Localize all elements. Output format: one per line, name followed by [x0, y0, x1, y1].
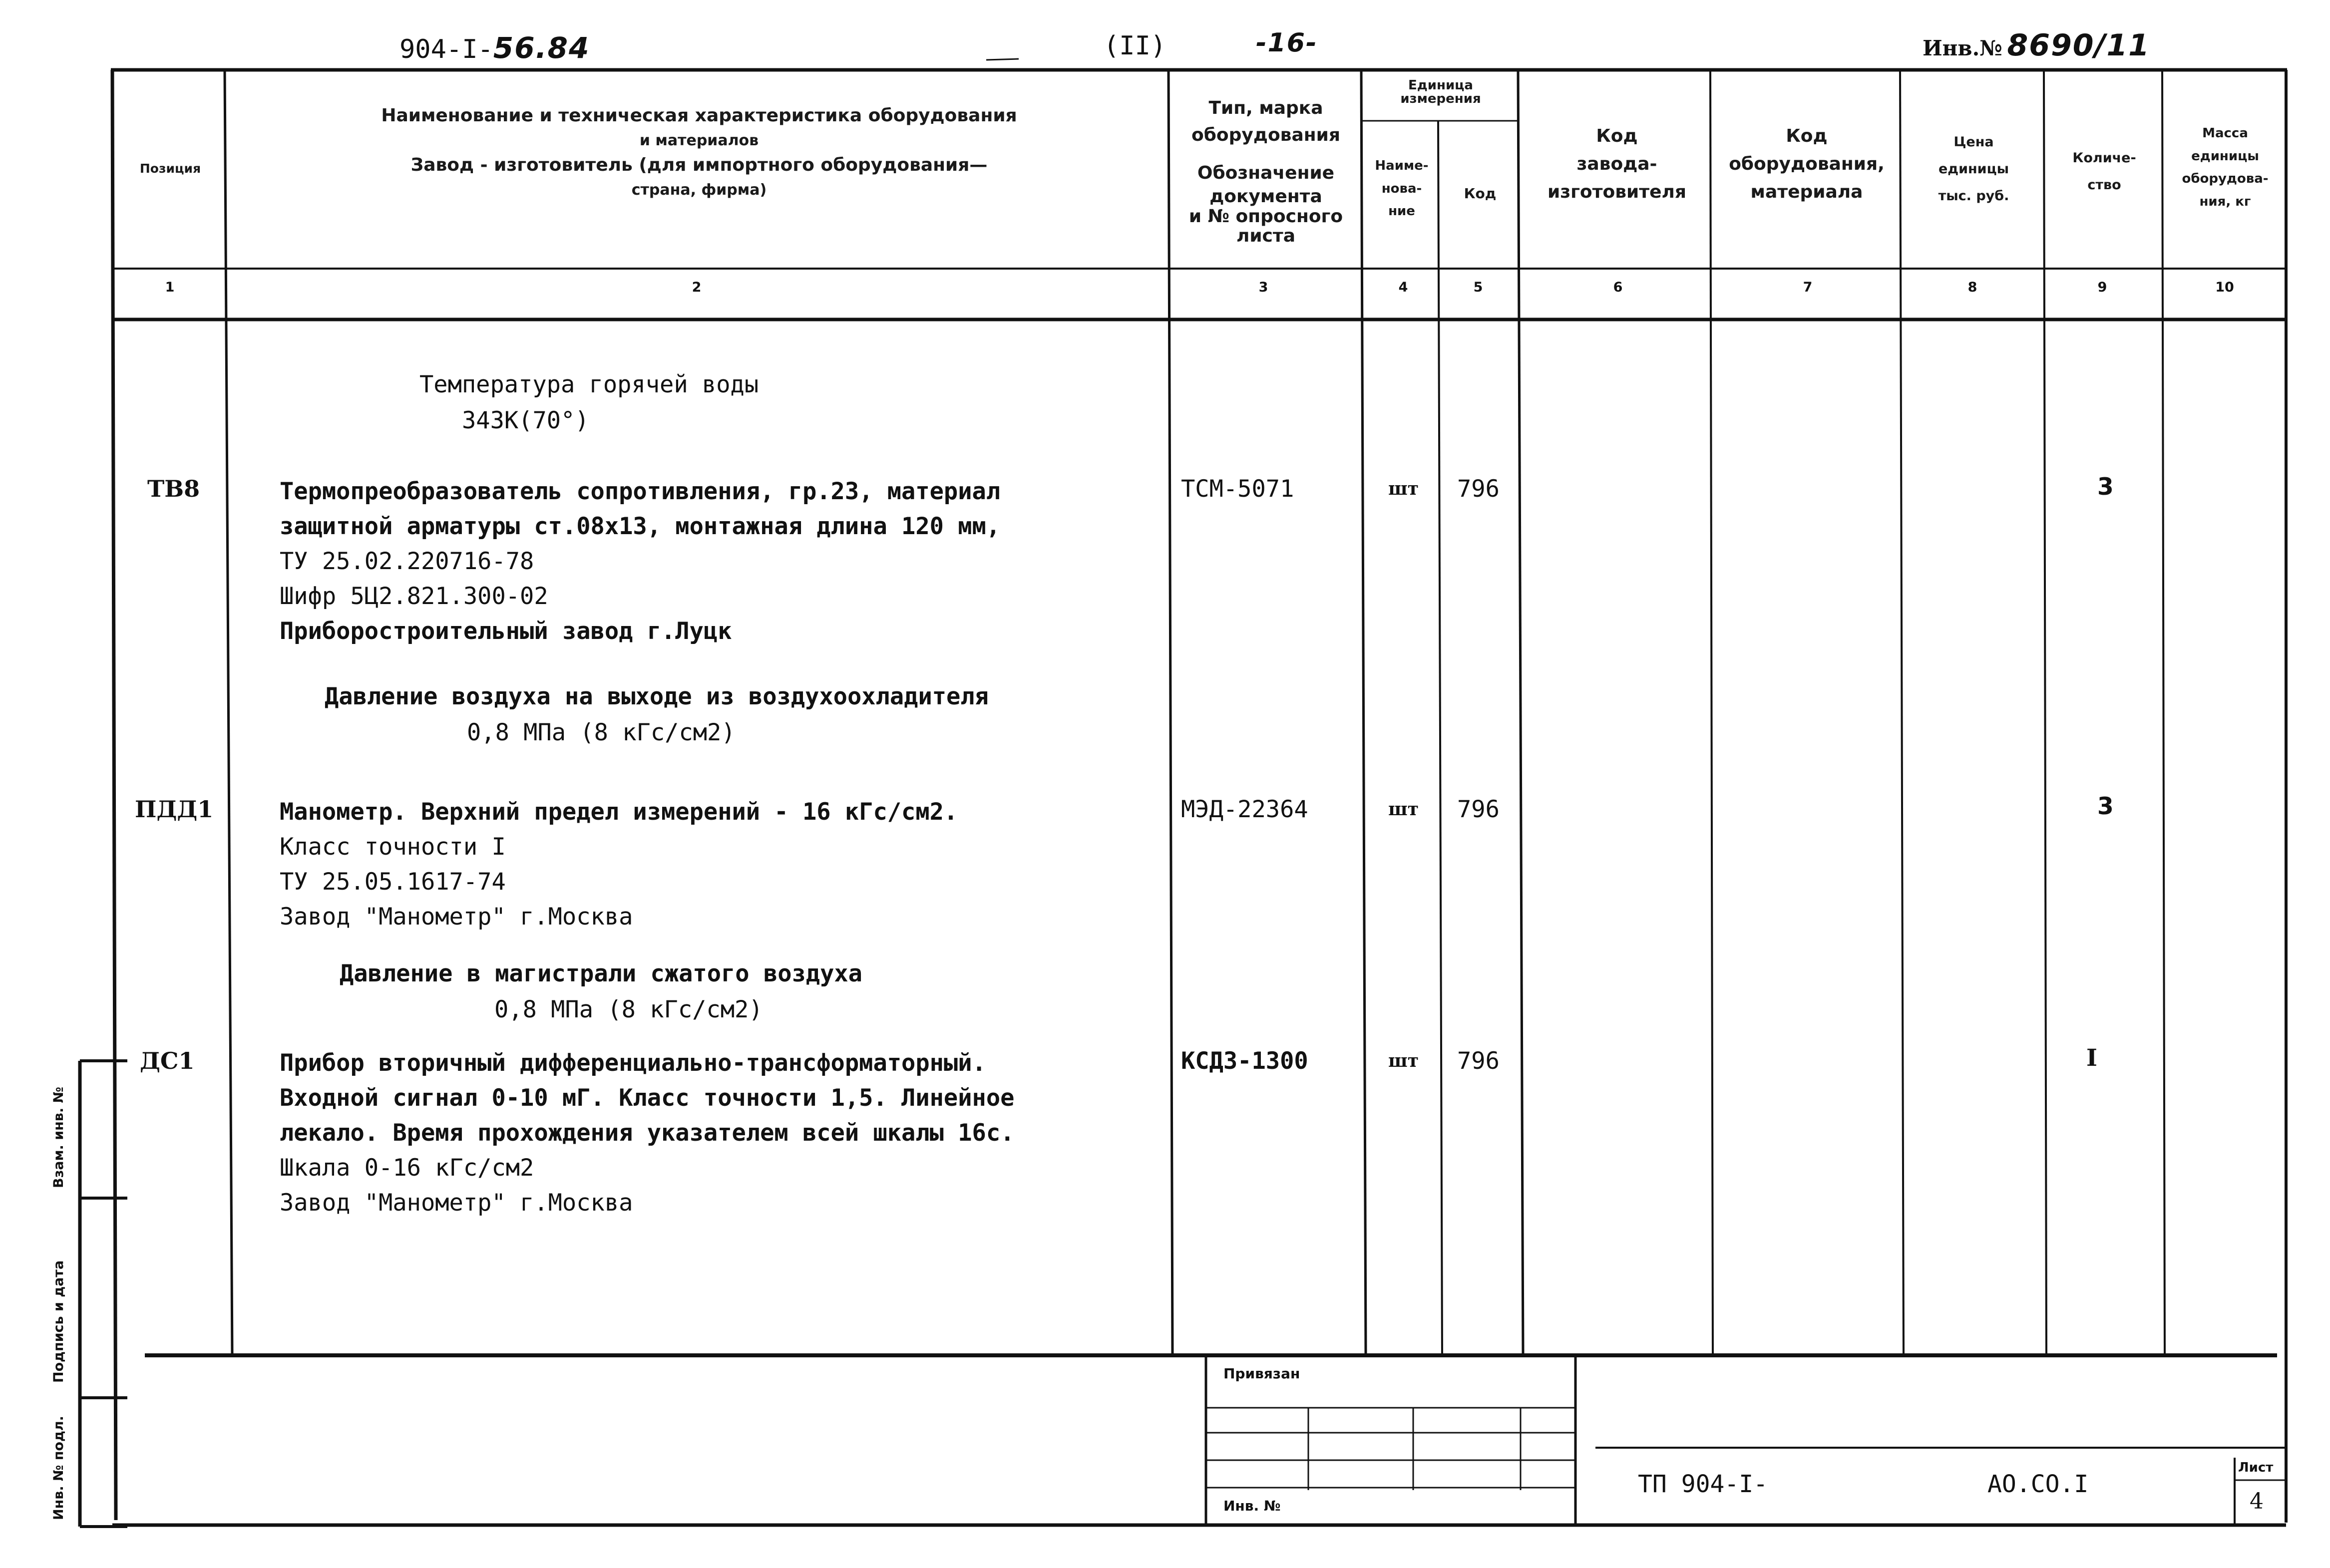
- header-factory-code: [1522, 122, 1712, 206]
- position-code: ДС1: [140, 1047, 195, 1074]
- section-heading: [419, 367, 759, 439]
- header-unit-group: [1363, 79, 1518, 106]
- item-description: [280, 1046, 1178, 1221]
- item-description: [280, 795, 1178, 935]
- header-unit-name-line: ние: [1388, 204, 1415, 219]
- header-type-line: Тип, марка: [1208, 98, 1323, 118]
- header-quantity-line: ство: [2087, 177, 2121, 193]
- header-price: [1903, 129, 2045, 210]
- item-quantity: I: [2086, 1044, 2097, 1072]
- item-description-line: Шифр 5Ц2.821.300-02: [280, 583, 548, 610]
- section-heading-line: 0,8 МПа (8 кГс/см2): [494, 996, 763, 1023]
- item-unit-code: 796: [1457, 1047, 1500, 1075]
- header-name-line: Наименование и техническая характеристика оборудования: [381, 105, 1017, 126]
- header-unit-line: измерения: [1400, 91, 1481, 107]
- inventory-label: Инв.№: [1923, 36, 2002, 60]
- inventory-number: [1923, 28, 2150, 63]
- side-vzam-inv: Взам. инв. №: [51, 1086, 66, 1188]
- item-description-line: Прибор вторичный дифференциально-трансформаторный.: [280, 1049, 986, 1077]
- header-price-line: Цена: [1953, 134, 1994, 150]
- position-code: ПДД1: [135, 796, 214, 823]
- item-description-line: ТУ 25.02.220716-78: [280, 548, 534, 575]
- doc-number: [399, 31, 590, 65]
- header-factory-line: изготовителя: [1547, 181, 1687, 202]
- column-number: 1: [165, 280, 175, 295]
- header-equipment-code: [1712, 122, 1902, 206]
- header-mass-line: оборудова-: [2182, 171, 2269, 186]
- item-description-line: Входной сигнал 0-10 мГ. Класс точности 1,5. Линейное: [280, 1084, 1015, 1112]
- header-name-line: страна, фирма): [631, 181, 767, 199]
- header-equipment-line: Код: [1786, 126, 1828, 146]
- stamp-code-left: ТП 904-I-: [1638, 1470, 1768, 1498]
- column-number: 4: [1398, 280, 1408, 295]
- section-heading-line: 0,8 МПа (8 кГс/см2): [467, 719, 736, 746]
- item-description-line: ТУ 25.05.1617-74: [280, 868, 506, 896]
- column-number: 10: [2215, 280, 2234, 295]
- item-unit: шт: [1388, 478, 1419, 499]
- header-name-line: и материалов: [639, 132, 759, 149]
- stamp-sheet-label: Лист: [2238, 1460, 2274, 1475]
- page-number: -16-: [1256, 28, 1318, 58]
- header-price-line: тыс. руб.: [1938, 188, 2009, 204]
- section-heading: [325, 679, 989, 751]
- column-number: 2: [692, 280, 702, 295]
- header-name: [235, 102, 1164, 201]
- column-number: 6: [1613, 280, 1623, 295]
- header-type-line: оборудования: [1191, 125, 1340, 145]
- item-type: МЭД-22364: [1181, 796, 1308, 823]
- item-description-line: Класс точности I: [280, 833, 506, 861]
- header-position: Позиция: [139, 161, 201, 176]
- item-type: ТСМ-5071: [1181, 475, 1294, 503]
- part-number: (II): [1104, 31, 1166, 61]
- header-unit-code: Код: [1464, 185, 1497, 202]
- item-quantity: 3: [2097, 793, 2114, 820]
- item-description: [280, 474, 1178, 649]
- side-inv-podl: Инв. № подл.: [51, 1416, 66, 1520]
- inventory-handwritten: 8690/11: [2007, 28, 2150, 63]
- item-description-line: лекало. Время прохождения указателем всей шкалы 16с.: [280, 1119, 1015, 1147]
- header-unit-line: Единица: [1408, 78, 1473, 93]
- section-heading-line: Давление в магистрали сжатого воздуха: [340, 960, 862, 987]
- header-mass-line: ния, кг: [2199, 194, 2251, 209]
- header-name-line: Завод - изготовитель (для импортного оборудования—: [410, 155, 988, 175]
- column-number: 8: [1967, 280, 1977, 295]
- doc-number-handwritten: 56.84: [493, 31, 590, 65]
- item-type: КСДЗ-1300: [1181, 1047, 1308, 1075]
- header-mass-line: единицы: [2191, 148, 2259, 164]
- item-quantity: 3: [2097, 473, 2114, 501]
- position-code: ТВ8: [147, 475, 200, 502]
- item-description-line: Шкала 0-16 кГс/см2: [280, 1154, 534, 1182]
- column-number: 3: [1258, 280, 1268, 295]
- header-quantity-line: Количе-: [2072, 150, 2136, 166]
- header-price-line: единицы: [1938, 161, 2009, 177]
- header-factory-line: Код: [1596, 126, 1638, 146]
- header-unit-name-line: Наиме-: [1375, 158, 1429, 173]
- header-quantity: [2045, 145, 2163, 199]
- stamp-sheet-number: 4: [2250, 1489, 2264, 1514]
- stamp-inv-no: Инв. №: [1223, 1498, 1281, 1514]
- header-equipment-line: оборудования,: [1729, 153, 1885, 174]
- header-doc-line: Обозначение: [1197, 163, 1335, 183]
- stamp-code-right: АО.СО.I: [1987, 1470, 2089, 1498]
- header-factory-line: завода-: [1576, 153, 1657, 174]
- doc-prefix: 904-I-: [399, 34, 493, 64]
- header-doc-line: документа: [1209, 186, 1322, 207]
- section-heading-line: Давление воздуха на выходе из воздухоохладителя: [325, 683, 989, 710]
- column-number: 9: [2097, 280, 2107, 295]
- header-type: [1171, 95, 1361, 246]
- header-unit-name-line: нова-: [1381, 181, 1422, 196]
- section-heading-line: Температура горячей воды: [419, 371, 759, 398]
- item-unit-code: 796: [1457, 475, 1500, 503]
- item-unit: шт: [1388, 799, 1419, 820]
- item-description-line: Термопреобразователь сопротивления, гр.23, материал: [280, 478, 1001, 505]
- stamp-privyazan: Привязан: [1223, 1365, 1300, 1382]
- column-number: 7: [1803, 280, 1813, 295]
- header-doc-line: и № опросного: [1188, 206, 1343, 227]
- header-mass: [2164, 122, 2286, 213]
- item-unit-code: 796: [1457, 796, 1500, 823]
- item-unit: шт: [1388, 1050, 1419, 1071]
- header-equipment-line: материала: [1750, 181, 1863, 202]
- section-heading-line: 343К(70°): [462, 407, 589, 434]
- side-podpis-data: Подпись и дата: [51, 1260, 66, 1383]
- item-description-line: Манометр. Верхний предел измерений - 16 кГс/см2.: [280, 798, 958, 826]
- column-number: 5: [1473, 280, 1483, 295]
- item-description-line: Завод "Манометр" г.Москва: [280, 903, 633, 931]
- item-description-line: Завод "Манометр" г.Москва: [280, 1189, 633, 1217]
- section-heading: [340, 956, 862, 1028]
- item-description-line: защитной арматуры ст.08х13, монтажная длина 120 мм,: [280, 513, 1001, 540]
- item-description-line: Приборостроительный завод г.Луцк: [280, 618, 732, 645]
- header-mass-line: Масса: [2202, 126, 2248, 141]
- header-doc-line: листа: [1236, 226, 1296, 247]
- header-unit-name: [1364, 155, 1439, 223]
